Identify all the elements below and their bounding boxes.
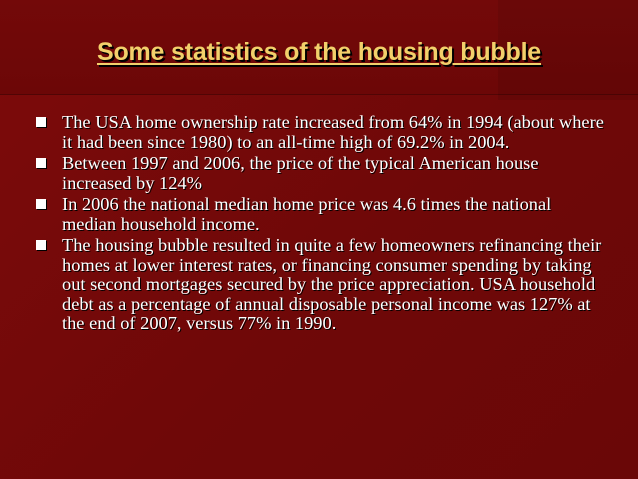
bullet-text: Between 1997 and 2006, the price of the typical American house increased by 124% [62,153,539,193]
list-item [36,154,606,193]
square-bullet-icon [36,158,46,168]
list-item [36,236,606,334]
square-bullet-icon [36,240,46,250]
bullet-text: The housing bubble resulted in quite a few homeowners refinancing their homes at lower interest rates, or financing consumer spending by taking out second mortgages secured by the price appreciation. USA household debt as a percentage of annual disposable personal income was 127% at the end of 2007, versus 77% in 1990. [62,235,602,333]
square-bullet-icon [36,117,46,127]
divider [0,94,638,95]
bullet-list [36,113,606,336]
slide-title: Some statistics of the housing bubble [96,38,542,66]
list-item [36,195,606,234]
list-item [36,113,606,152]
bullet-text: In 2006 the national median home price was 4.6 times the national median household income. [62,194,552,234]
bullet-text: The USA home ownership rate increased from 64% in 1994 (about where it had been since 1980) to an all-time high of 69.2% in 2004. [62,112,604,152]
square-bullet-icon [36,199,46,209]
